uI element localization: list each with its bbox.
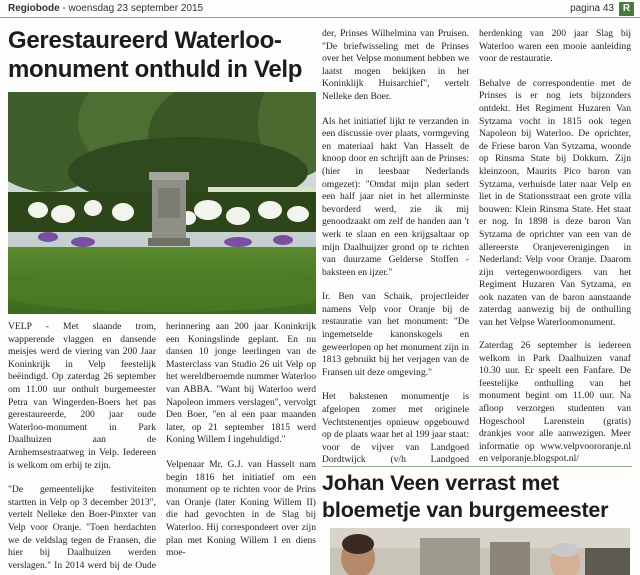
paragraph: VELP - Met slaande trom, wapperende vlaggen en dansende meisjes werd de viering van 200 Jaar Koninkrijk in Velp feestelijk beëindigd. Op zaterdag 26 september om 11.00 uur onthult burgemeester Petra van Wingerden-Boers het pas gerestaureerde, 200 jaar oude Waterloo-monument in Park Daalhuizen aan de Arnhemsestraatweg in Velp. Iedereen is welkom om erbij te zijn. [8, 321, 156, 471]
regiobode-logo-icon: R [619, 2, 634, 16]
paragraph: "De gemeentelijke festiviteiten startten in Velp op 3 december 2013", vertelt Nelleke den Boer-Pinxter van Velp voor Oranje. "Toen herdachten we de veldslag tegen de Fransen, die hier bij Daalhuizen werden verslagen." In 2014 werd bij de Oude [8, 484, 156, 571]
paragraph: Ir. Ben van Schaik, projectleider namens Velp voor Oranje bij de restauratie van het monument: "De ingemetselde kanonskogels en geweerlopen op het monument zijn in 1813 gebruikt bij het verjagen van de Fransen uit deze omgeving." [322, 291, 469, 378]
second-article-headline: Johan Veen verrast met bloemetje van burgemeester [322, 471, 609, 522]
article-column-3 [322, 28, 469, 465]
paragraph: Zaterdag 26 september is iedereen welkom in Park Daalhuizen vanaf 10.30 uur. Er speelt een Fanfare. De feestelijke onthulling van het monument begint om 11.00 uur. Na afloop verzorgen studenten van Hogeschool Larenstein (gratis) drankjes voor alle aanwezigen. Meer informatie op www.velpvoororanje.nl en velporanje.blogspot.nl/ [479, 340, 631, 465]
article-column-1 [8, 321, 156, 571]
monument-garden-photo [8, 92, 316, 314]
paragraph: Het bakstenen monumentje is afgelopen zomer met originele Vechtstenentjes opnieuw opgebouwd op de plaats waar het al 199 jaar staat: voor de vijver van Landgoed Dordtwijck (v/h Landgoed [322, 391, 469, 465]
people-photo [330, 528, 630, 575]
article-headline: Gerestaureerd Waterloo-monument onthuld in Velp [8, 27, 303, 83]
publication-name: Regiobode [8, 3, 60, 14]
paragraph: der, Prinses Wilhelmina van Pruisen. "De briefwisseling met de Prinses over het Velpse monument hebben we laatst mogen bekijken in het Koninklijk Huisarchief", vertelt Nelleke den Boer. [322, 28, 469, 102]
publication-info [8, 3, 203, 14]
publication-date: - woensdag 23 september 2015 [59, 3, 204, 14]
page-number: pagina 43 [570, 3, 614, 14]
page-header [0, 0, 640, 18]
paragraph: herinnering aan 200 jaar Koninkrijk een Koningslinde geplant. En nu dansen 10 jonge leerlingen van de Masterclass van Studio 26 uit Velp op het wereldberoemde nummer Waterloo van ABBA. "Want bij Waterloo werd Napoleon immers verslagen", vervolgt Den Boer, "en al een paar maanden later, op 21 september 1815 werd Koning Willem I ingehuldigd." [166, 321, 316, 446]
paragraph: Behalve de correspondentie met de Prinses is er nog iets bijzonders ontdekt. Het Regiment Huzaren Van Sytzama vocht in 1815 ook tegen Napoleon bij Waterloo. De oprichter, de Friese baron Van Sytzama, woonde op Rinsma State bij Dokkum. Zijn kleinzoon, Maurits Pico baron van Sytzama, verhuisde later naar Velp en liet in de Stationsstraat een grote villa bouwen: Klein Rinsma State. Het staat er nog. In 1898 is deze baron Van Sytzama de oprichter van een van de allereerste Oranjeverenigingen in Nederland: Velp voor Oranje. Daarom zijn vertegenwoordigers van het Regiment Huzaren Van Sytzama, en ook nazaten van de baron aanstaande zaterdag aanwezig bij de onthulling van het Velpse Waterloomonument. [479, 77, 631, 329]
paragraph: Velpenaar Mr. G.J. van Hasselt nam begin 1816 het initiatief om een monument op te richten voor de Prins van Oranje (later Koning Willem II) die had gevochten in de Slag bij Waterloo. Hij correspondeert over zijn plan met Koning Willem I en diens moe- [166, 458, 316, 559]
paragraph: Als het initiatief lijkt te verzanden in een discussie over plaats, vormgeving en materiaal hakt Van Hasselt de knoop door en schrijft aan de Prinses: (hier in leesbaar Nederlands omgezet): "Omdat mijn plan sedert een half jaar niet in het allerminste bevorderd werd, zie ik mij genoodzaakt om zelf de handen aan 't werk te slaan en een krijgsaltaar op mijn Daalhuijzer grond op te richten van duurzame Gelderse Stoffen - baksteen en ijzer." [322, 115, 469, 278]
article-column-4-closing [479, 340, 631, 465]
article-column-2 [166, 321, 316, 571]
section-divider [322, 466, 632, 467]
paragraph: herdenking van 200 jaar Slag bij Waterloo waren een mooie aanleiding voor de restauratie. [479, 28, 631, 65]
